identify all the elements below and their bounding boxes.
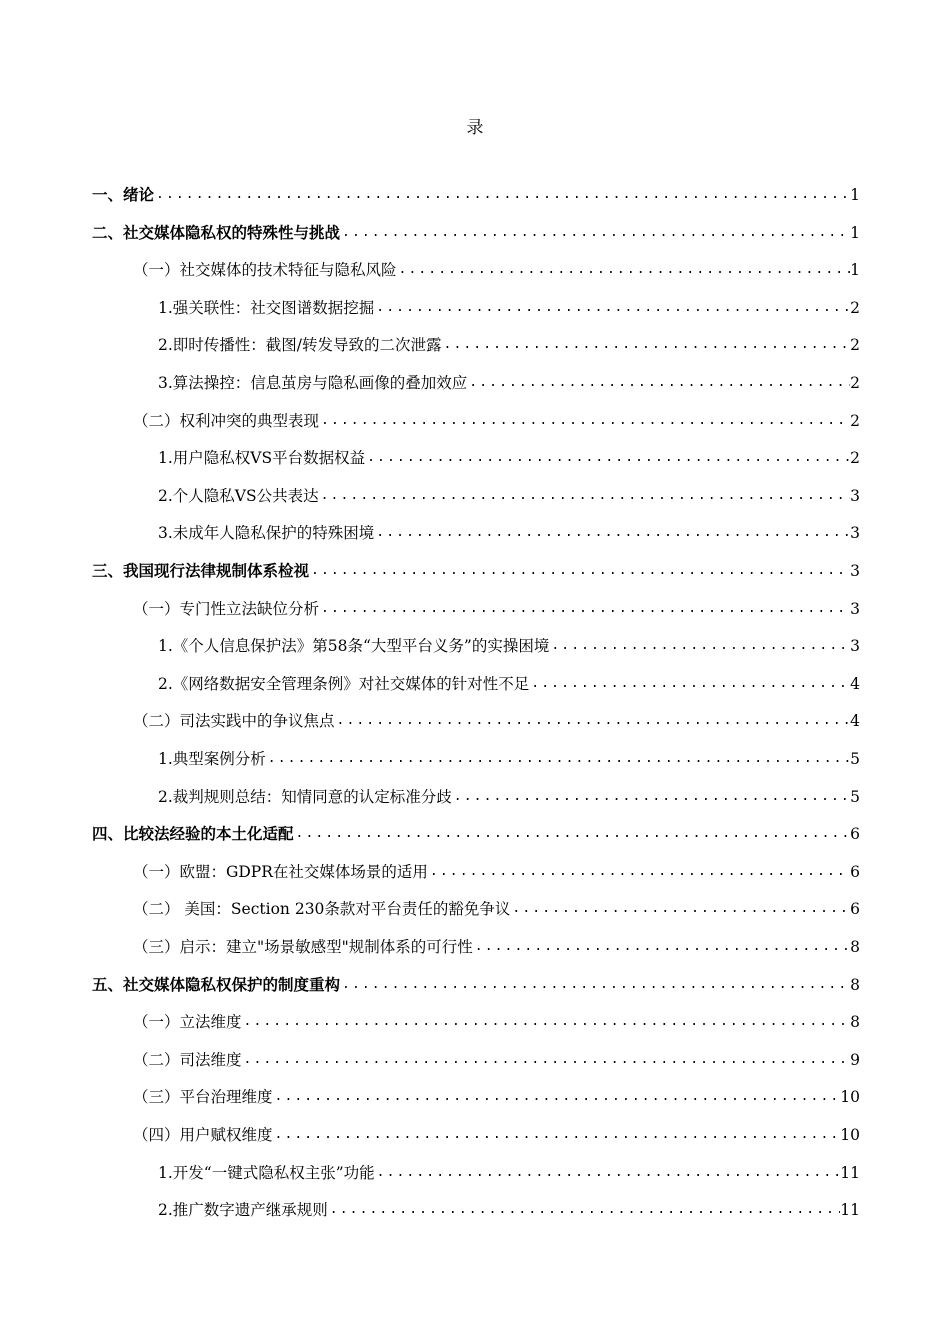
toc-entry-text: 二、社交媒体隐私权的特殊性与挑战 [92, 223, 341, 242]
toc-entry-text: （二）权利冲突的典型表现 [133, 411, 320, 430]
toc-dot-leader [340, 974, 850, 996]
toc-page-number: 6 [850, 900, 860, 919]
toc-page-number: 2 [850, 336, 860, 355]
toc-dot-leader [154, 184, 850, 206]
toc-dot-leader [510, 898, 850, 920]
toc-dot-leader [335, 710, 850, 732]
toc-dot-leader [549, 635, 850, 657]
toc-entry-text: （二） 美国：Section 230条款对平台责任的豁免争议 [133, 900, 511, 919]
toc-entry-text: 四、比较法经验的本土化适配 [92, 825, 294, 844]
toc-page-number: 3 [850, 524, 860, 543]
toc-entry[interactable] [92, 819, 860, 845]
toc-entry[interactable] [133, 1045, 860, 1071]
toc-dot-leader [467, 372, 850, 394]
toc-page-number: 10 [840, 1088, 860, 1107]
toc-dot-leader [374, 297, 850, 319]
toc-page-number: 6 [850, 825, 860, 844]
toc-entry-text: （一）专门性立法缺位分析 [133, 599, 320, 618]
toc-dot-leader [242, 1049, 850, 1071]
toc-page-number: 8 [850, 975, 860, 994]
toc-dot-leader [273, 1124, 841, 1146]
toc-entry[interactable] [158, 443, 860, 469]
toc-entry[interactable] [158, 1158, 860, 1184]
toc-dot-leader [340, 222, 850, 244]
toc-dot-leader [529, 673, 850, 695]
toc-dot-leader [452, 786, 850, 808]
toc-entry[interactable] [133, 594, 860, 620]
toc-entry[interactable] [133, 1082, 860, 1108]
toc-dot-leader [242, 1011, 850, 1033]
toc-dot-leader [397, 259, 850, 281]
toc-entry[interactable] [158, 518, 860, 544]
toc-entry-text: 3.算法操控：信息茧房与隐私画像的叠加效应 [158, 374, 468, 392]
toc-page-number: 1 [850, 186, 860, 204]
toc-entry-text: 1.用户隐私权VS平台数据权益 [158, 449, 366, 468]
toc-entry-text: （三）平台治理维度 [133, 1088, 273, 1107]
toc-page-number: 10 [840, 1126, 860, 1144]
toc-entry-text: 2.《网络数据安全管理条例》对社交媒体的针对性不足 [158, 674, 530, 693]
toc-entry[interactable] [92, 180, 860, 206]
toc-page-number: 5 [850, 787, 860, 806]
toc-page-number: 3 [850, 562, 860, 580]
toc-page-number: 1 [850, 223, 860, 242]
toc-entry-text: 2.推广数字遗产继承规则 [158, 1201, 328, 1220]
toc-entry-text: （二）司法实践中的争议焦点 [133, 712, 335, 731]
toc-page-number: 2 [850, 449, 860, 468]
toc-page-number: 3 [850, 599, 860, 618]
toc-entry-text: 1.典型案例分析 [158, 750, 266, 768]
toc-entry[interactable] [158, 631, 860, 657]
toc-entry-text: 2.个人隐私VS公共表达 [158, 486, 319, 505]
toc-entry-text: 3.未成年人隐私保护的特殊困境 [158, 524, 375, 543]
toc-entry[interactable] [158, 1195, 860, 1221]
toc-entry-text: （一）立法维度 [133, 1013, 242, 1032]
toc-page-number: 8 [850, 938, 860, 956]
toc-entry[interactable] [133, 857, 860, 883]
toc-dot-leader [319, 485, 850, 507]
toc-dot-leader [442, 334, 850, 356]
toc-page-number: 11 [840, 1201, 860, 1220]
toc-entry[interactable] [133, 706, 860, 732]
toc-dot-leader [428, 861, 850, 883]
toc-dot-leader [365, 447, 850, 469]
toc-page-number: 9 [850, 1050, 860, 1069]
toc-page-number: 6 [850, 862, 860, 881]
toc-entry[interactable] [133, 255, 860, 281]
toc-dot-leader [273, 1086, 841, 1108]
toc-entry-text: （一）社交媒体的技术特征与隐私风险 [133, 261, 397, 280]
toc-entry-text: （四）用户赋权维度 [133, 1126, 273, 1144]
toc-entry-text: 2.即时传播性：截图/转发导致的二次泄露 [158, 336, 442, 355]
toc-page-number: 2 [850, 298, 860, 317]
toc-entry-text: 2.裁判规则总结：知情同意的认定标准分歧 [158, 787, 452, 806]
toc-entry[interactable] [158, 744, 860, 770]
toc-page-number: 3 [850, 637, 860, 656]
page-title: 录 [466, 118, 484, 138]
toc-dot-leader [328, 1199, 840, 1221]
toc-entry[interactable] [133, 894, 860, 920]
toc-page-number: 11 [840, 1163, 860, 1182]
toc-entry[interactable] [158, 368, 860, 394]
toc-entry-text: 1.开发“一键式隐私权主张”功能 [158, 1163, 375, 1182]
toc-entry-text: 1.强关联性：社交图谱数据挖掘 [158, 298, 375, 317]
toc-entry[interactable] [92, 556, 860, 582]
toc-dot-leader [266, 748, 850, 770]
toc-entry[interactable] [92, 970, 860, 996]
toc-dot-leader [473, 936, 850, 958]
toc-entry-text: 1.《个人信息保护法》第58条“大型平台义务”的实操困境 [158, 637, 550, 656]
toc-entry[interactable] [158, 481, 860, 507]
toc-page-number: 8 [850, 1013, 860, 1032]
toc-page-number: 4 [850, 674, 860, 693]
toc-page-number: 3 [850, 486, 860, 505]
toc-entry[interactable] [133, 1120, 860, 1146]
toc-entry[interactable] [158, 330, 860, 356]
toc-page-number: 1 [850, 261, 860, 280]
toc-page-number: 5 [850, 750, 860, 768]
toc-entry-text: 三、我国现行法律规制体系检视 [92, 562, 310, 580]
toc-entry[interactable] [158, 782, 860, 808]
toc-dot-leader [375, 1162, 841, 1184]
toc-entry-text: （二）司法维度 [133, 1050, 242, 1069]
toc-entry-text: （一）欧盟：GDPR在社交媒体场景的适用 [133, 862, 428, 881]
toc-entry-text: 一、绪论 [92, 186, 155, 204]
toc-entry[interactable] [133, 1007, 860, 1033]
toc-entry[interactable] [158, 293, 860, 319]
toc-entry[interactable] [133, 406, 860, 432]
toc-page-number: 4 [850, 712, 860, 731]
toc-dot-leader [294, 823, 850, 845]
toc-dot-leader [374, 522, 850, 544]
toc-entry[interactable] [158, 669, 860, 695]
toc-entry-text: （三）启示：建立"场景敏感型"规制体系的可行性 [133, 938, 473, 956]
toc-page-number: 2 [850, 374, 860, 392]
toc-entry[interactable] [133, 932, 860, 958]
toc-page-number: 2 [850, 411, 860, 430]
toc-dot-leader [319, 410, 850, 432]
toc-dot-leader [319, 598, 850, 620]
toc-entry[interactable] [92, 218, 860, 244]
toc-entry-text: 五、社交媒体隐私权保护的制度重构 [92, 975, 341, 994]
toc-dot-leader [309, 560, 850, 582]
